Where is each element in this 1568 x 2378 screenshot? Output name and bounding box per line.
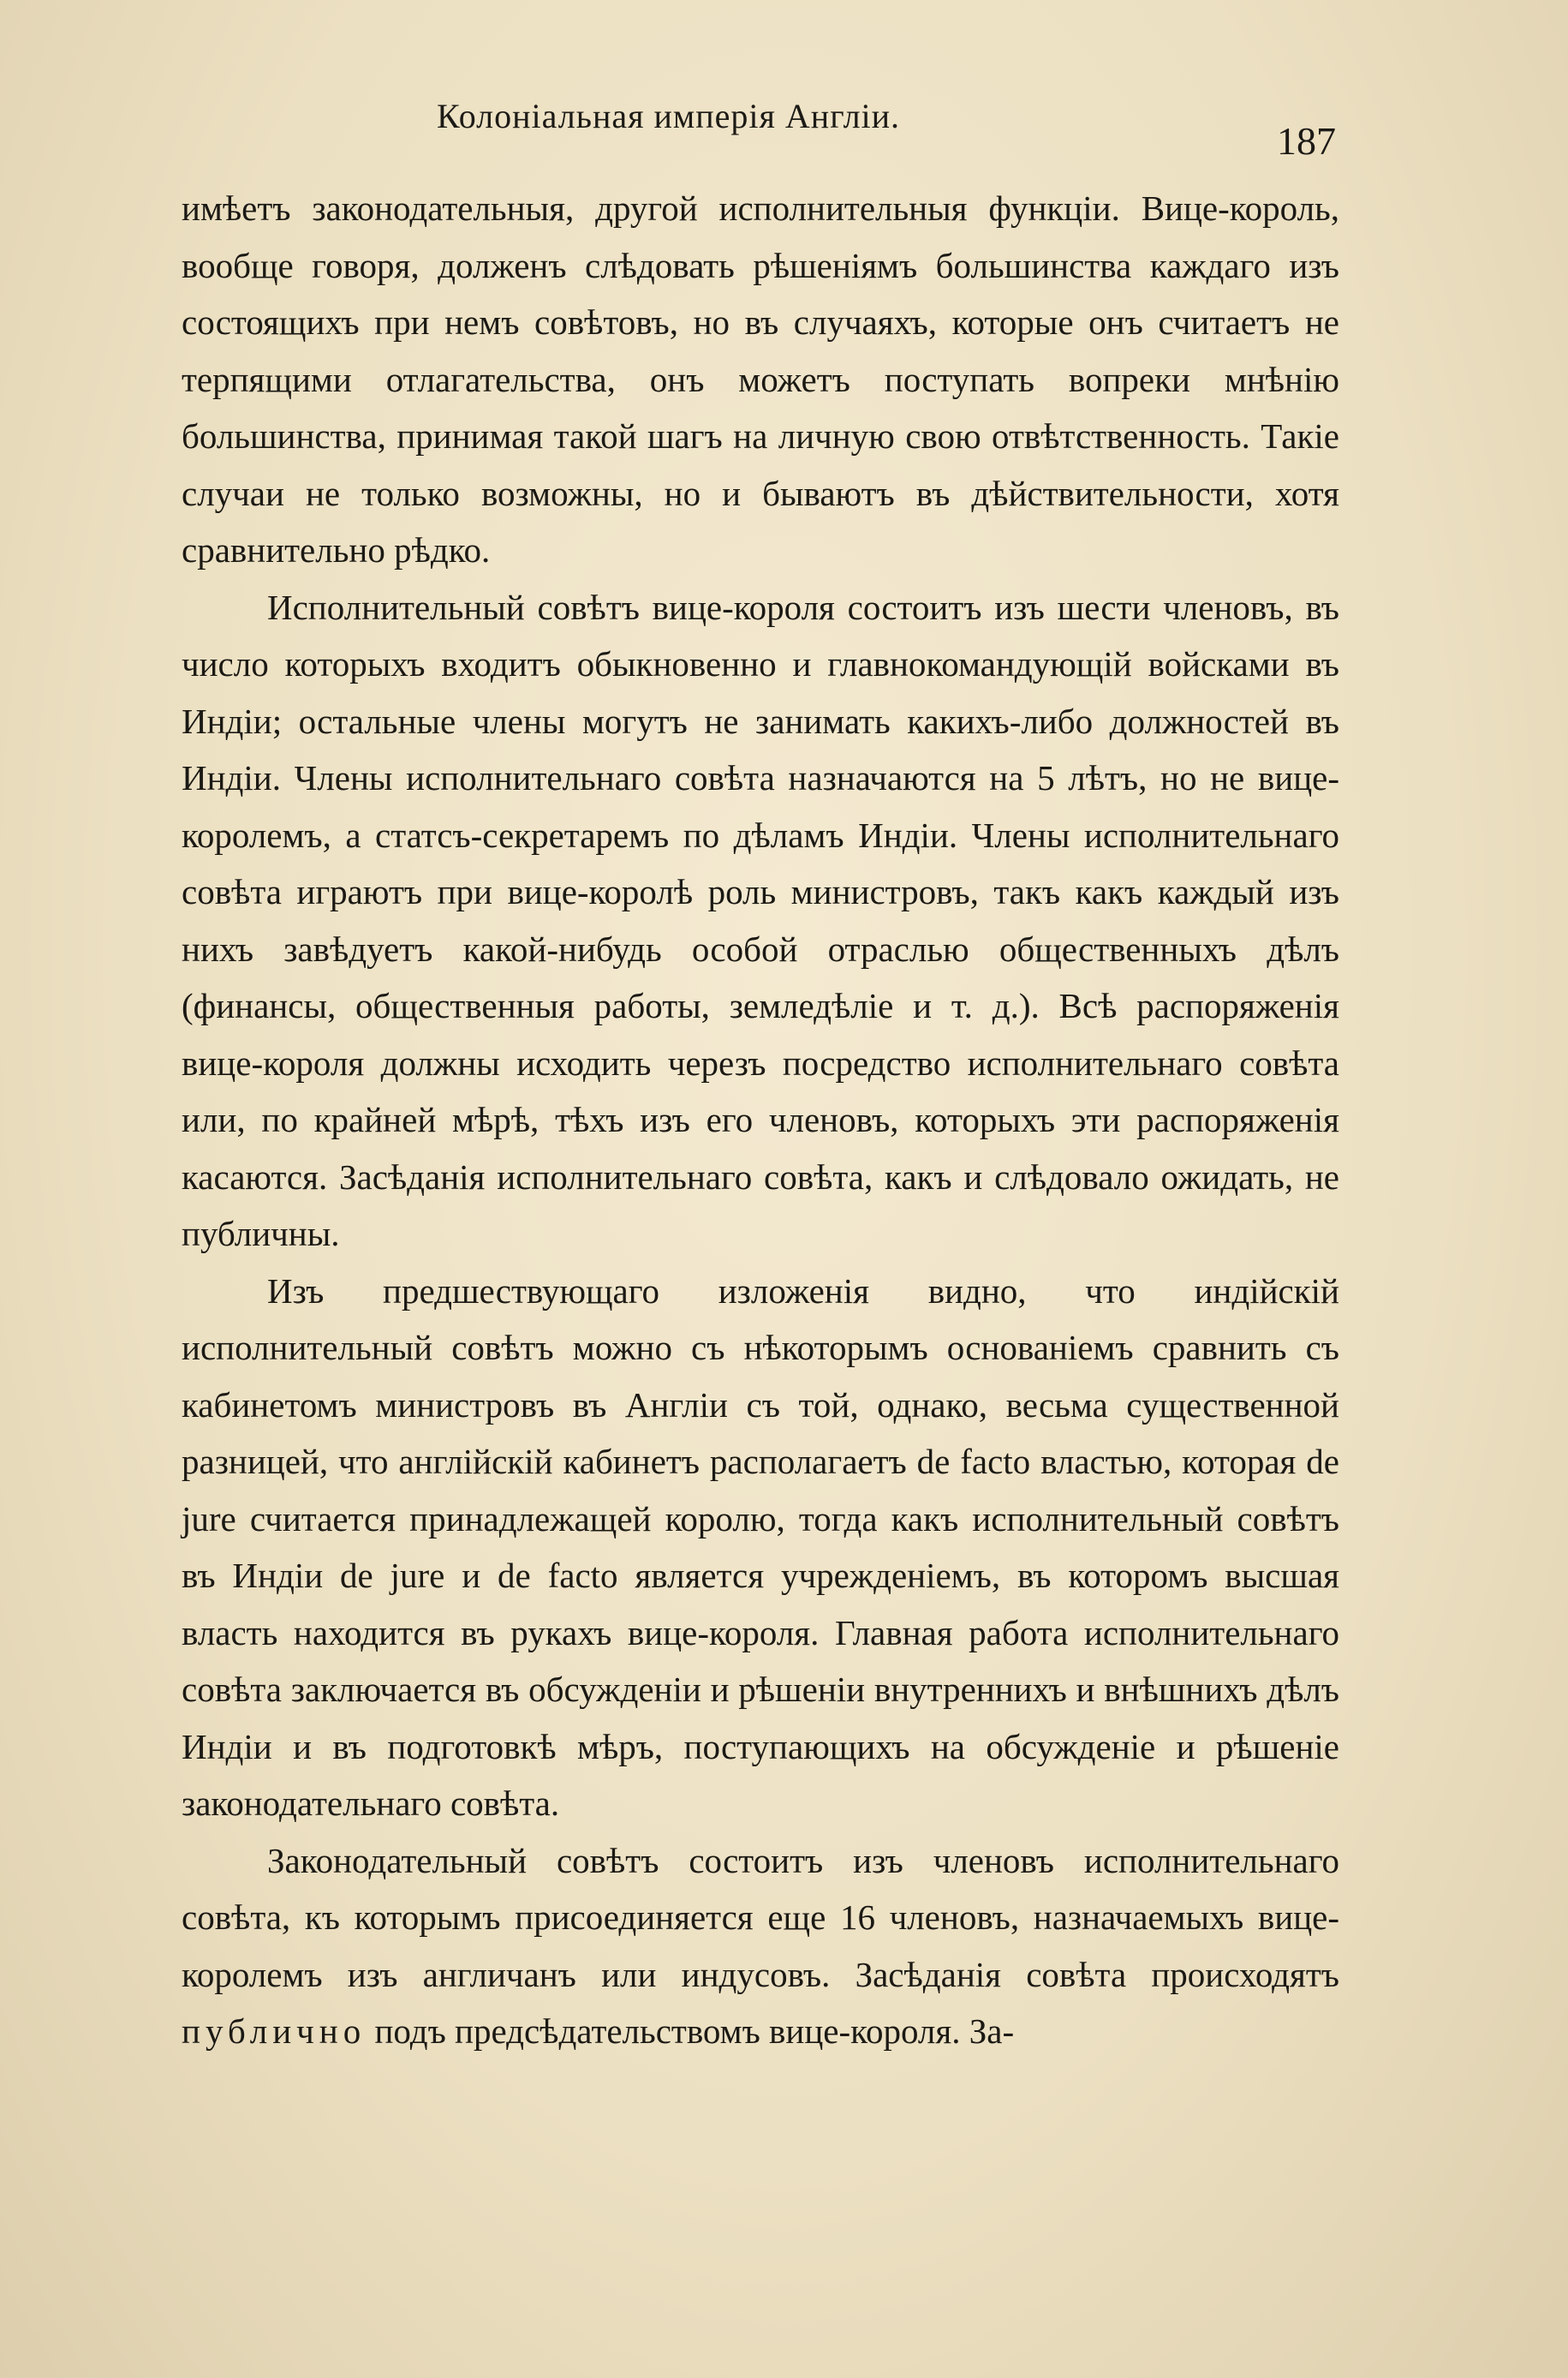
page-number: 187	[1277, 119, 1336, 163]
paragraph-1: имѣетъ законодательныя, другой исполнительныя функціи. Вице-король, вообще говоря, долженъ слѣдовать рѣшеніямъ большинства каждаго изъ состоящихъ при немъ совѣтовъ, но въ случаяхъ, которые онъ считаетъ не терпящими отлагательства, онъ можетъ поступать вопреки мнѣнію большинства, принимая такой шагъ на личную свою отвѣтственность. Такіе случаи не только возможны, но и бываютъ въ дѣйствительности, хотя сравнительно рѣдко.	[182, 188, 1339, 570]
paragraph-4-text-after: подъ предсѣдательствомъ вице-короля. За-	[366, 2011, 1015, 2051]
running-title: Колоніальная имперія Англіи.	[437, 97, 901, 135]
paragraph-2: Исполнительный совѣтъ вице-короля состоитъ изъ шести членовъ, въ число которыхъ входитъ обыкновенно и главнокомандующій войсками въ Индіи; остальные члены могутъ не занимать какихъ-либо должностей въ Индіи. Члены исполнительнаго совѣта назначаются на 5 лѣтъ, но не вице-королемъ, а статсъ-секретаремъ по дѣламъ Индіи. Члены исполнительнаго совѣта играютъ при вице-королѣ роль министровъ, такъ какъ каждый изъ нихъ завѣдуетъ какой-нибудь особой отраслью общественныхъ дѣлъ (финансы, общественныя работы, земледѣліе и т. д.). Всѣ распоряженія вице-короля должны исходить черезъ посредство исполнительнаго совѣта или, по крайней мѣрѣ, тѣхъ изъ его членовъ, которыхъ эти распоряженія касаются. Засѣданія исполнительнаго совѣта, какъ и слѣдовало ожидать, не публичны.	[182, 587, 1339, 1253]
paragraph-4	[182, 1832, 1339, 2060]
paragraph-4-text-before: Законодательный совѣтъ состоитъ изъ членовъ исполнительнаго совѣта, къ которымъ присоединяется еще 16 членовъ, назначаемыхъ вице-королемъ изъ англичанъ или индусовъ. Засѣданія совѣта происходятъ	[182, 1840, 1339, 1994]
paragraph-3: Изъ предшествующаго изложенія видно, что индійскій исполнительный совѣтъ можно съ нѣкоторымъ основаніемъ сравнить съ кабинетомъ министровъ въ Англіи съ той, однако, весьма существенной разницей, что англійскій кабинетъ располагаетъ de facto властью, которая de jure считается принадлежащей королю, тогда какъ исполнительный совѣтъ въ Индіи de jure и de facto является учрежденіемъ, въ которомъ высшая власть находится въ рукахъ вице-короля. Главная работа исполнительнаго совѣта заключается въ обсужденіи и рѣшеніи внутреннихъ и внѣшнихъ дѣлъ Индіи и въ подготовкѣ мѣръ, поступающихъ на обсужденіе и рѣшеніе законодательнаго совѣта.	[182, 1270, 1339, 1823]
body-text	[182, 180, 1339, 2060]
page-header	[180, 84, 1336, 161]
paragraph-4-spaced-word: публично	[182, 2011, 367, 2051]
